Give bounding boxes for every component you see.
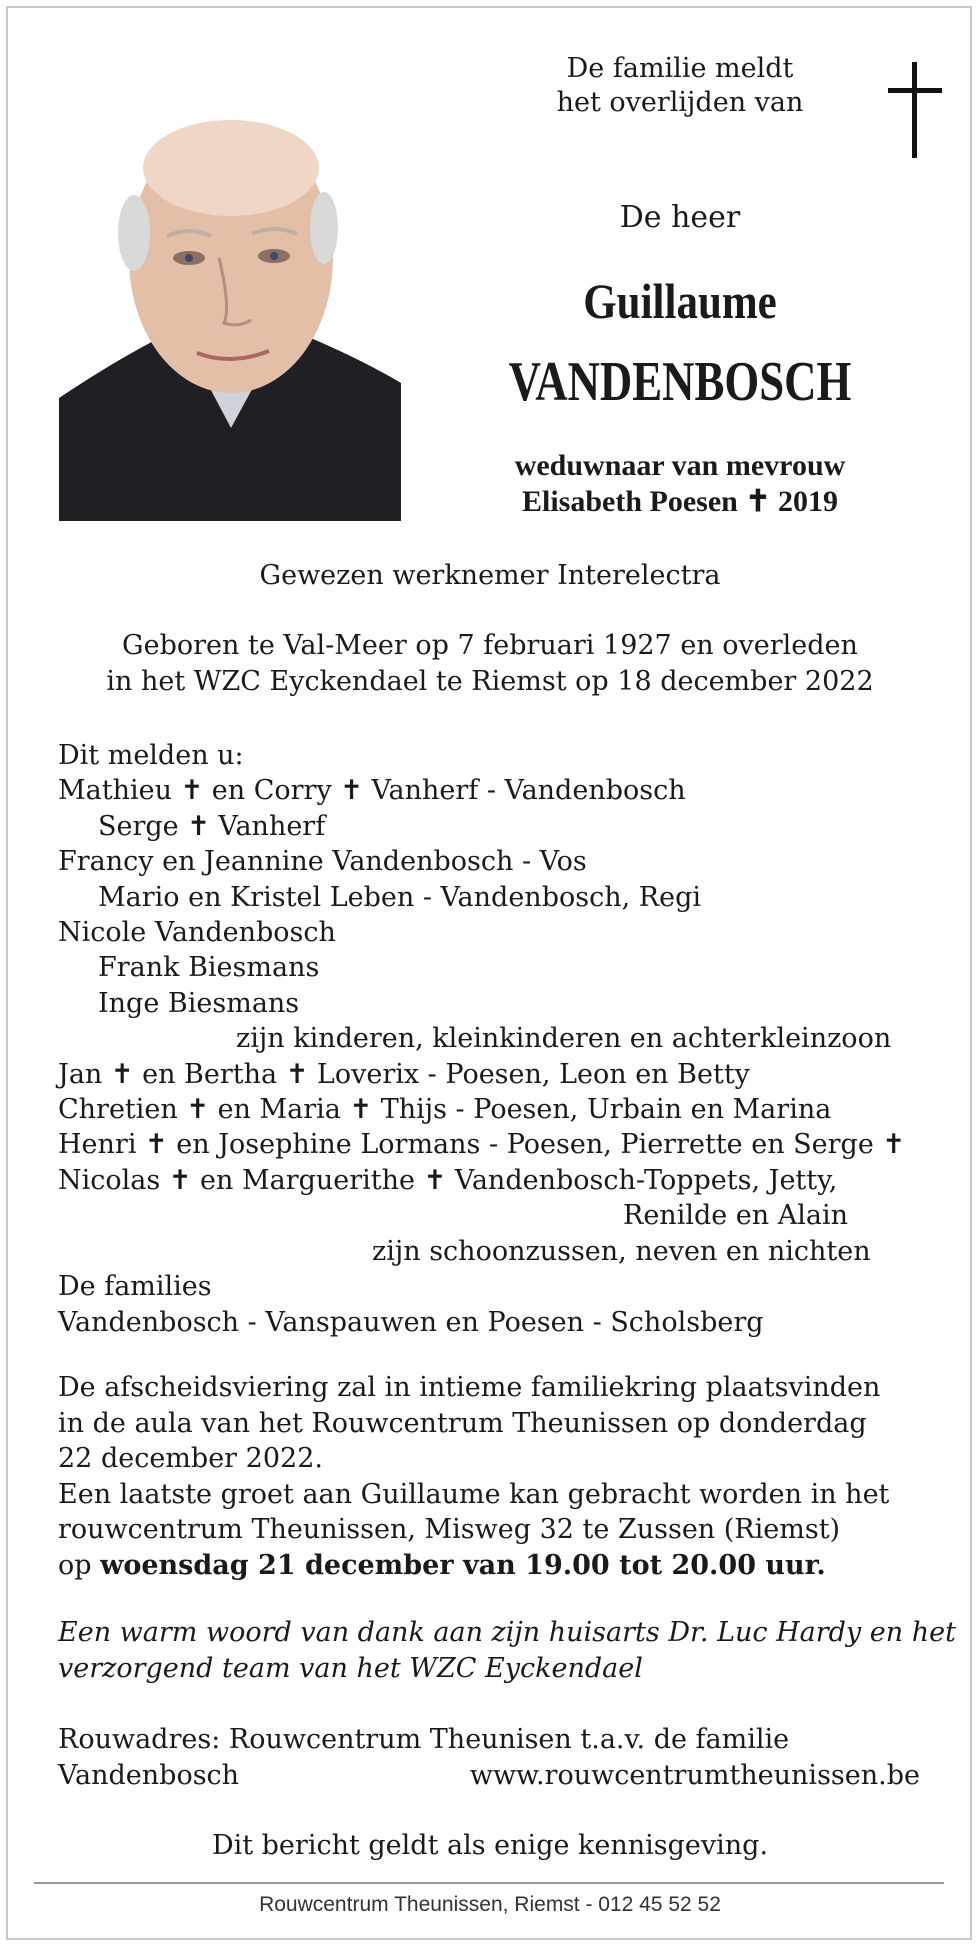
salutation: De heer — [619, 200, 741, 235]
visitation-time: woensdag 21 december van 19.00 tot 20.00 uur. — [100, 1549, 826, 1581]
ceremony-info — [58, 1370, 889, 1583]
family-line: Nicole Vandenbosch — [58, 917, 336, 949]
thanks-line: verzorgend team van het WZC Eyckendael — [58, 1652, 643, 1684]
family-line: Vandenbosch - Vanspauwen en Poesen - Scholsberg — [58, 1306, 764, 1338]
family-line: zijn kinderen, kleinkinderen en achterkleinzoon — [236, 1023, 892, 1055]
announce-line: De familie meldt — [566, 53, 794, 84]
ceremony-line: Een laatste groet aan Guillaume kan gebracht worden in het — [58, 1478, 890, 1510]
family-line: Nicolas ✝ en Marguerithe ✝ Vandenbosch-Toppets, Jetty, — [58, 1164, 838, 1196]
birth-line: in het WZC Eyckendael te Riemst op 18 december 2022 — [106, 666, 874, 697]
announcement — [520, 52, 840, 120]
ceremony-line: in de aula van het Rouwcentrum Theunissen op donderdag — [58, 1407, 867, 1439]
ceremony-line: 22 december 2022. — [58, 1443, 323, 1474]
family-line: zijn schoonzussen, neven en nichten — [372, 1235, 871, 1267]
family-line: Henri ✝ en Josephine Lormans - Poesen, Pierrette en Serge ✝ — [58, 1129, 906, 1161]
thanks-note — [58, 1615, 956, 1686]
ceremony-line — [58, 1548, 889, 1584]
website-link[interactable]: www.rouwcentrumtheunissen.be — [469, 1759, 920, 1791]
birth-line: Geboren te Val-Meer op 7 februari 1927 en overleden — [122, 630, 858, 661]
portrait-photo — [59, 108, 401, 521]
family-line: Jan ✝ en Bertha ✝ Loverix - Poesen, Leon en Betty — [58, 1058, 750, 1090]
family-line: Chretien ✝ en Maria ✝ Thijs - Poesen, Urbain en Marina — [58, 1094, 832, 1126]
family-line: Inge Biesmans — [98, 987, 300, 1019]
cross-icon — [888, 62, 942, 162]
address-line: Rouwadres: Rouwcentrum Theunisen t.a.v. de familie — [58, 1724, 790, 1755]
widower-line: weduwnaar van mevrouw — [514, 449, 846, 482]
footer-contact: Rouwcentrum Theunissen, Riemst - 012 45 52 52 — [259, 1893, 721, 1916]
birth-death-info — [0, 628, 980, 700]
family-line: Frank Biesmans — [98, 952, 320, 984]
occupation: Gewezen werknemer Interelectra — [259, 560, 721, 591]
ceremony-prefix: op — [58, 1549, 101, 1581]
family-line: Renilde en Alain — [623, 1200, 849, 1232]
family-line: Mathieu ✝ en Corry ✝ Vanherf - Vandenbosch — [58, 775, 686, 807]
family-line: De families — [58, 1271, 212, 1303]
notice-text: Dit bericht geldt als enige kennisgeving. — [211, 1830, 769, 1861]
mourning-address — [58, 1722, 918, 1793]
ceremony-line: De afscheidsviering zal in intieme familiekring plaatsvinden — [58, 1372, 881, 1403]
announce-line: het overlijden van — [556, 87, 804, 118]
family-list — [58, 738, 905, 1340]
last-name: VANDENBOSCH — [508, 351, 852, 413]
family-line: Mario en Kristel Leben - Vandenbosch, Regi — [98, 881, 701, 913]
ceremony-line: rouwcentrum Theunissen, Misweg 32 te Zussen (Riemst) — [58, 1514, 841, 1545]
address-line: Vandenbosch — [58, 1759, 240, 1791]
widower-info — [450, 448, 910, 520]
family-line: Serge ✝ Vanherf — [98, 810, 326, 842]
thanks-line: Een warm woord van dank aan zijn huisarts Dr. Luc Hardy en het — [58, 1617, 956, 1648]
divider — [34, 1882, 944, 1884]
first-name: Guillaume — [583, 273, 777, 329]
family-line: Francy en Jeannine Vandenbosch - Vos — [58, 846, 587, 878]
family-line: Dit melden u: — [58, 740, 244, 771]
widower-line: Elisabeth Poesen ✝ 2019 — [522, 485, 838, 518]
